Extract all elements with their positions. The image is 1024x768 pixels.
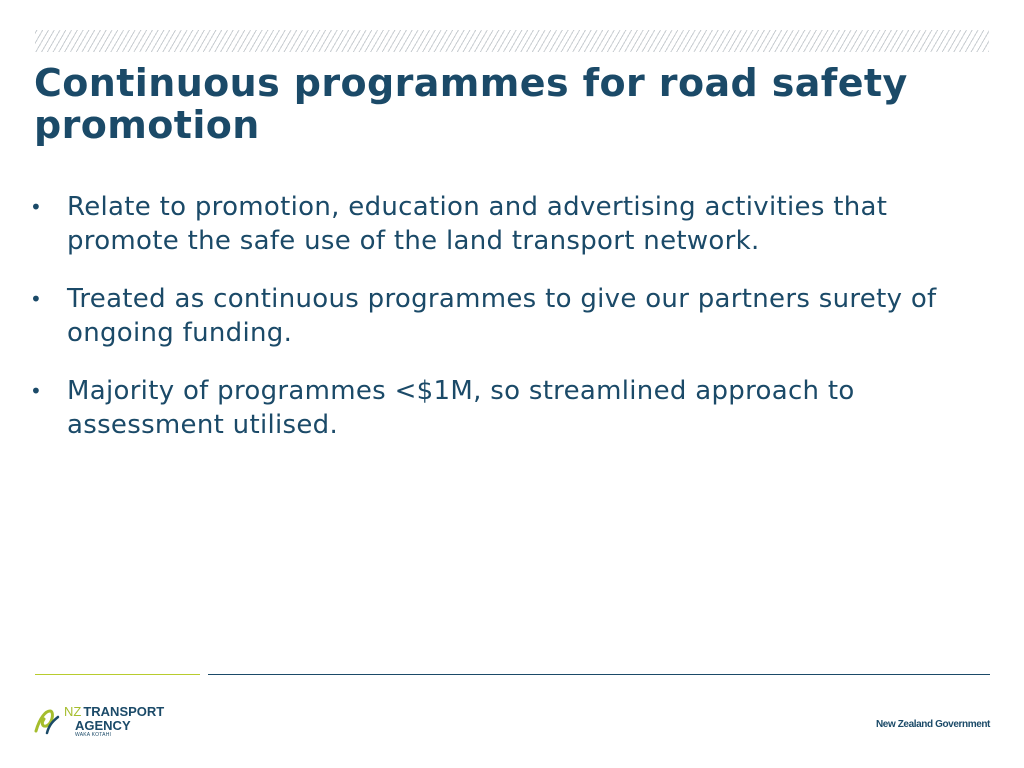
nz-transport-agency-logo bbox=[34, 705, 184, 745]
footer-rule-blue bbox=[208, 674, 990, 675]
footer-rule-green bbox=[35, 674, 200, 675]
bullet-marker: • bbox=[30, 195, 43, 219]
bullet-item bbox=[30, 190, 990, 258]
logo-transport: TRANSPORT bbox=[83, 704, 165, 719]
bullet-marker: • bbox=[30, 379, 43, 403]
logo-nz: NZ bbox=[64, 704, 82, 719]
logo-agency: AGENCY bbox=[75, 718, 131, 733]
logo-wordmark bbox=[64, 705, 164, 739]
nzta-swirl-icon bbox=[34, 707, 60, 735]
bullet-marker: • bbox=[30, 287, 43, 311]
logo-waka-kotahi: WAKA KOTAHI bbox=[75, 732, 112, 738]
nz-government-logo: New Zealand Government bbox=[875, 719, 990, 730]
bullet-text: Majority of programmes <$1M, so streamlined approach to assessment utilised. bbox=[67, 376, 855, 440]
header-hatch-band bbox=[35, 30, 989, 52]
logo-line-1 bbox=[64, 705, 164, 719]
slide-title: Continuous programmes for road safety promotion bbox=[34, 61, 908, 147]
bullet-text: Treated as continuous programmes to give our partners surety of ongoing funding. bbox=[67, 284, 937, 348]
bullet-text: Relate to promotion, education and advertising activities that promote the safe use of the land transport network. bbox=[67, 192, 888, 256]
bullet-item bbox=[30, 282, 990, 350]
bullet-item bbox=[30, 374, 990, 442]
bullet-list bbox=[30, 190, 990, 466]
